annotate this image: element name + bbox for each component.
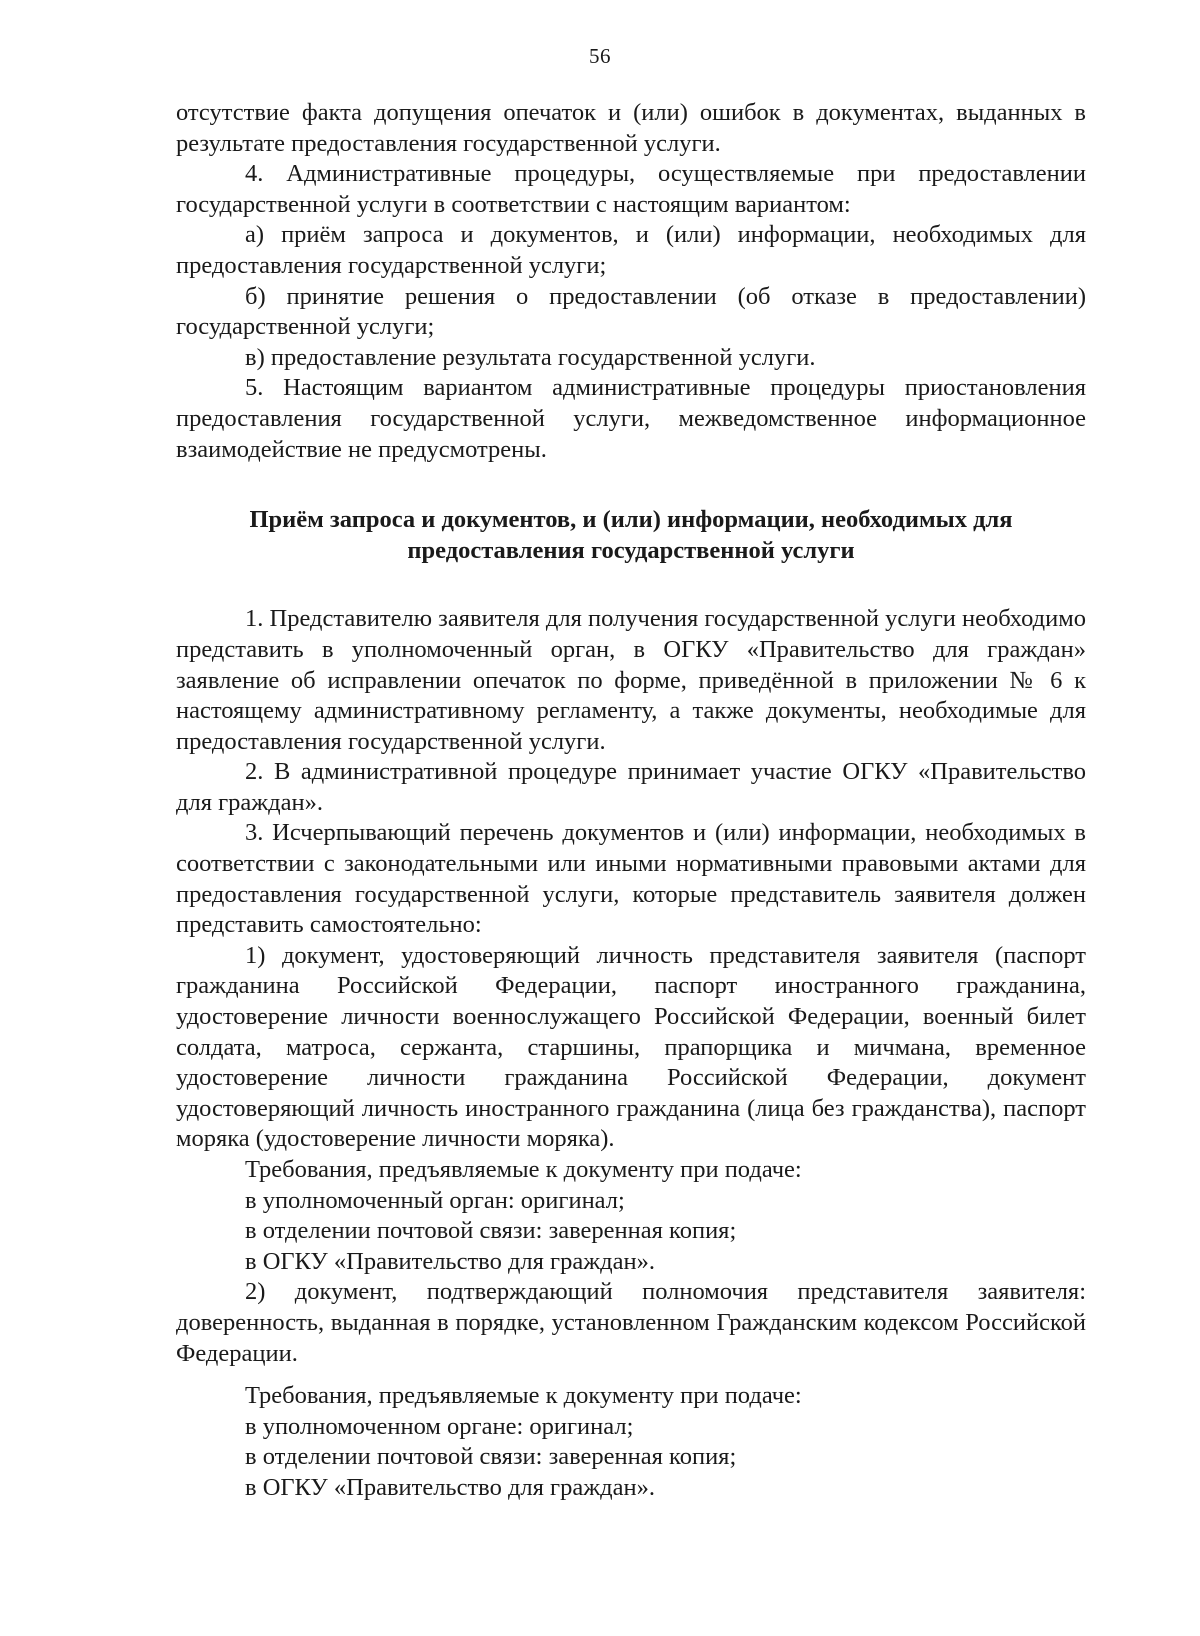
- paragraph: в уполномоченный орган: оригинал;: [245, 1186, 625, 1214]
- main-section: [176, 604, 1086, 1369]
- paragraph: 5. Настоящим вариантом административные процедуры приостановления предоставления государственной услуги, межведомственное информационное взаимодействие не предусмотрены.: [176, 374, 1086, 463]
- page-number: 56: [589, 44, 611, 68]
- paragraph: Требования, предъявляемые к документу при подаче:: [245, 1382, 802, 1410]
- paragraph: 4. Административные процедуры, осуществляемые при предоставлении государственной услуги в соответствии с настоящим вариантом:: [176, 160, 1086, 218]
- paragraph: 1. Представителю заявителя для получения государственной услуги необходимо представить в уполномоченный орган, в ОГКУ «Правительство для граждан» заявление об исправлении опечаток по форме, приведённой в приложении № 6 к настоящему административному регламенту, а также документы, необходимые для предоставления государственной услуги.: [176, 605, 1086, 755]
- paragraph: а) приём запроса и документов, и (или) информации, необходимых для предоставления государственной услуги;: [176, 221, 1086, 279]
- paragraph: 2. В административной процедуре принимает участие ОГКУ «Правительство для граждан».: [176, 758, 1086, 816]
- paragraph: в ОГКУ «Правительство для граждан».: [245, 1473, 655, 1501]
- document-body: [176, 98, 1086, 1504]
- paragraph: в ОГКУ «Правительство для граждан».: [245, 1247, 655, 1275]
- paragraph: 1) документ, удостоверяющий личность представителя заявителя (паспорт гражданина Российской Федерации, паспорт иностранного гражданина, удостоверение личности военнослужащего Российской Федерации, военный билет солдата, матроса, сержанта, старшины, прапорщика и мичмана, временное удостоверение личности гражданина Российской Федерации, документ удостоверяющий личность иностранного гражданина (лица без гражданства), паспорт моряка (удостоверение личности моряка).: [176, 941, 1086, 1153]
- section-heading-line: Приём запроса и документов, и (или) информации, необходимых для: [249, 506, 1013, 534]
- paragraph: в уполномоченном органе: оригинал;: [245, 1412, 634, 1440]
- intro-section: [176, 98, 1086, 465]
- requirements-section: [176, 1381, 1086, 1503]
- paragraph: 3. Исчерпывающий перечень документов и (или) информации, необходимых в соответствии с законодательными или иными нормативными правовыми актами для предоставления государственной услуги, которые представитель заявителя должен представить самостоятельно:: [176, 819, 1086, 939]
- paragraph: 2) документ, подтверждающий полномочия представителя заявителя: доверенность, выданная в порядке, установленном Гражданским кодексом Российской Федерации.: [176, 1278, 1086, 1367]
- spacer: [176, 1369, 1086, 1381]
- section-heading: [176, 505, 1086, 566]
- paragraph: в отделении почтовой связи: заверенная копия;: [245, 1217, 737, 1245]
- paragraph: в) предоставление результата государственной услуги.: [245, 343, 816, 371]
- paragraph: Требования, предъявляемые к документу при подаче:: [245, 1156, 802, 1183]
- paragraph: в отделении почтовой связи: заверенная копия;: [245, 1443, 737, 1471]
- paragraph: б) принятие решения о предоставлении (об отказе в предоставлении) государственной услуги;: [176, 282, 1086, 341]
- paragraph: отсутствие факта допущения опечаток и (или) ошибок в документах, выданных в результате предоставления государственной услуги.: [176, 99, 1086, 157]
- section-heading-line: предоставления государственной услуги: [407, 536, 855, 564]
